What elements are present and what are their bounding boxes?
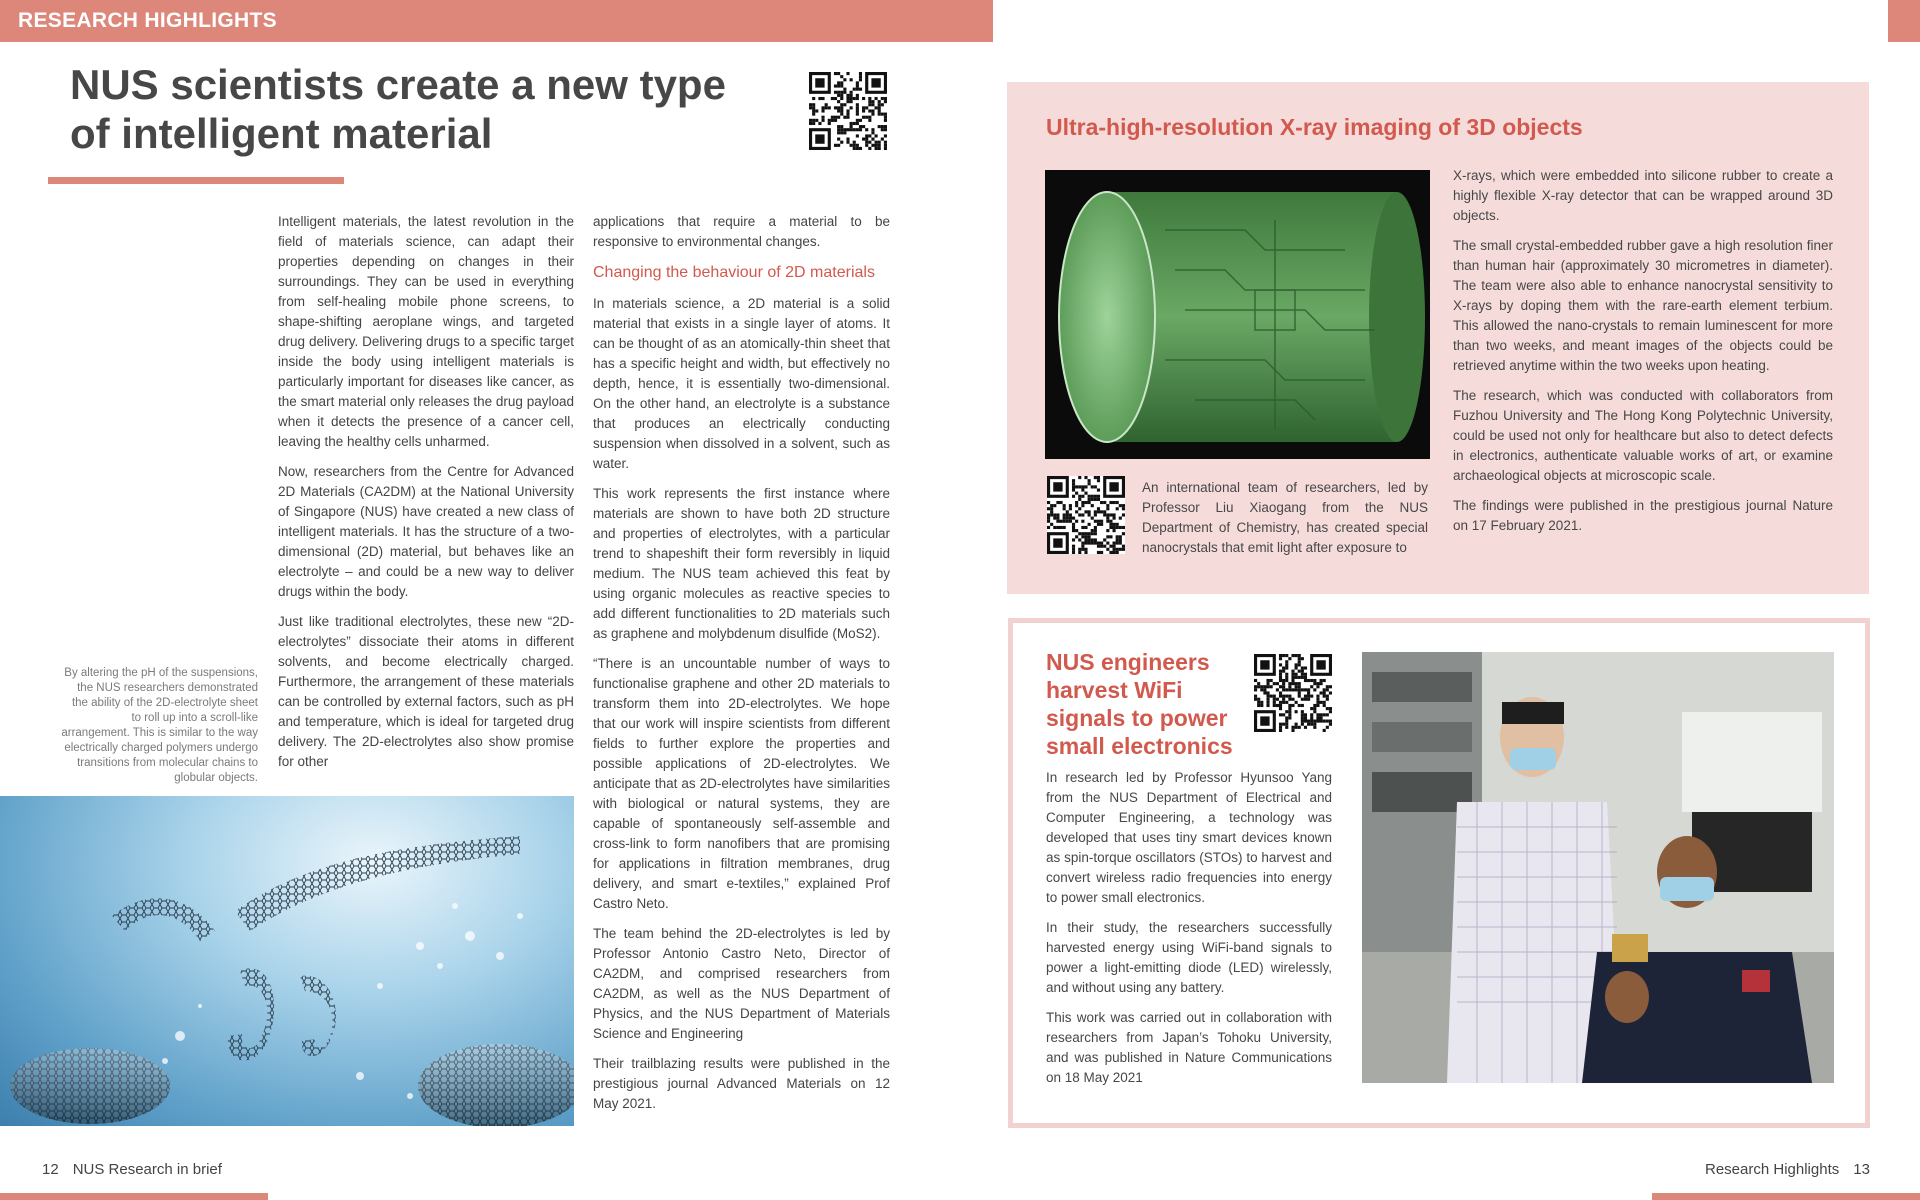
article-column-1 [278, 212, 574, 782]
paragraph: applications that require a material to be responsive to environmental changes. [593, 214, 890, 249]
qr-code-icon[interactable] [1254, 654, 1332, 732]
paragraph: This work represents the first instance where materials are shown to have both 2D structure and properties of electrolytes, with a particular trend to shapeshift their form reversibly in liquid medium. The NUS team achieved this feat by using organic molecules as reactive species to add different functionalities to 2D materials such as graphene and molybdenum disulfide (MoS2). [593, 486, 890, 641]
xray-article-title: Ultra-high-resolution X-ray imaging of 3D objects [1046, 114, 1583, 140]
qr-code-icon[interactable] [1047, 476, 1125, 554]
page-number: 13 [1853, 1161, 1870, 1178]
paragraph: The research, which was conducted with collaborators from Fuzhou University and The Hong Kong Polytechnic University, could be used not only for healthcare but also to detect defects in electronics, authenticate valuable works of art, or examine archaeological objects at microscopic scale. [1453, 388, 1833, 483]
footer-rule [0, 1193, 268, 1200]
paragraph: Intelligent materials, the latest revolution in the field of materials science, can adapt their properties depending on changes in their surroundings. They can be used in everything from self-healing mobile phone screens, to shape-shifting aeroplane wings, and targeted drug delivery. Delivering drugs to a specific target inside the body using intelligent materials is particularly important for diseases like cancer, as the smart material only releases the drug payload when it detects the presence of a cancer cell, leaving the healthy cells unharmed. [278, 214, 574, 449]
publication-title: NUS Research in brief [72, 1161, 222, 1178]
paragraph: The team behind the 2D-electrolytes is led by Professor Antonio Castro Neto, Director of CA2DM, and comprised researchers from CA2DM, as well as the NUS Department of Physics, and the NUS Department of Materials Science and Engineering [593, 926, 890, 1041]
paragraph: The findings were published in the prestigious journal Nature on 17 February 2021. [1453, 498, 1833, 533]
paragraph: In their study, the researchers successfully harvested energy using WiFi-band signals to power a light-emitting diode (LED) wirelessly, and without using any battery. [1046, 920, 1332, 995]
page-number: 12 [42, 1161, 59, 1178]
paragraph: Their trailblazing results were published in the prestigious journal Advanced Materials on 12 May 2021. [593, 1056, 890, 1111]
image-caption: By altering the pH of the suspensions, the NUS researchers demonstrated the ability of the 2D-electrolyte sheet to roll up into a scroll-like arrangement. This is similar to the way electrically charged polymers undergo transitions from molecular chains to globular objects. [61, 667, 258, 784]
researchers-lab-photo [1362, 652, 1834, 1083]
wifi-article-title: NUS engineers harvest WiFi signals to power small electronics [1046, 649, 1233, 759]
paragraph: In materials science, a 2D material is a solid material that exists in a single layer of atoms. It can be thought of as an atomically-thin sheet that has a specific height and width, but effectively no depth, hence, it is essentially two-dimensional. On the other hand, an electrolyte is a substance that produces an electrically conducting suspension when dissolved in a solvent, such as water. [593, 296, 890, 471]
footer-rule [1652, 1193, 1920, 1200]
footer-left [42, 1161, 222, 1178]
subheading: Changing the behaviour of 2D materials [593, 264, 875, 281]
qr-code-icon[interactable] [809, 72, 887, 150]
title-rule [48, 177, 344, 184]
article-column-2 [593, 212, 890, 1124]
paragraph: X-rays, which were embedded into silicone rubber to create a highly flexible X-ray detector that can be wrapped around 3D objects. [1453, 168, 1833, 223]
right-header-band [1888, 0, 1920, 42]
nanotube-photo [0, 796, 574, 1126]
paragraph: Now, researchers from the Centre for Advanced 2D Materials (CA2DM) at the National University of Singapore (NUS) have created a new class of intelligent materials. It has the structure of a two-dimensional (2D) material, but behaves like an electrolyte – and could be a new way to deliver drugs within the body. [278, 464, 574, 599]
wifi-article-text [1046, 768, 1332, 1098]
paragraph: The small crystal-embedded rubber gave a high resolution finer than human hair (approximately 30 micrometres in diameter). The team were also able to enhance nanocrystal sensitivity to X-rays by doping them with the rare-earth element terbium. This allowed the nano-crystals to remain luminescent for more than two weeks, and meant images of the objects could be retrieved anytime within the two weeks upon heating. [1453, 238, 1833, 373]
xray-intro-text: An international team of researchers, led by Professor Liu Xiaogang from the NUS Department of Chemistry, has created special nanocrystals that emit light after exposure to [1142, 480, 1428, 555]
section-title: Research Highlights [1705, 1161, 1840, 1178]
paragraph: “There is an uncountable number of ways to functionalise graphene and other 2D materials to transform them into 2D-electrolytes. We hope that our work will inspire scientists from different fields to further explore the properties and possible applications of 2D-electrolytes. We anticipate that as 2D-electrolytes have similarities with biological or natural systems, they are capable of spontaneously self-assemble and cross-link to form nanofibers that are promising for applications in filtration membranes, drug delivery, and smart e-textiles,” explained Prof Castro Neto. [593, 656, 890, 911]
section-label: RESEARCH HIGHLIGHTS [18, 9, 277, 32]
xray-article-text [1453, 166, 1833, 546]
xray-cylinder-image [1045, 170, 1430, 459]
paragraph: In research led by Professor Hyunsoo Yang from the NUS Department of Electrical and Computer Engineering, a technology was developed that uses tiny smart devices known as spin-torque oscillators (STOs) to harvest and convert wireless radio frequencies into energy to power small electronics. [1046, 770, 1332, 905]
article-title: NUS scientists create a new type of intelligent material [70, 61, 726, 157]
paragraph: Just like traditional electrolytes, these new “2D-electrolytes” dissociate their atoms in different solvents, and become electrically charged. Furthermore, the arrangement of these materials can be controlled by external factors, such as pH and temperature, which is ideal for targeted drug delivery. The 2D-electrolytes also show promise for other [278, 614, 574, 769]
paragraph: This work was carried out in collaboration with researchers from Japan’s Tohoku University, and was published in Nature Communications on 18 May 2021 [1046, 1010, 1332, 1085]
footer-right [1705, 1161, 1870, 1178]
